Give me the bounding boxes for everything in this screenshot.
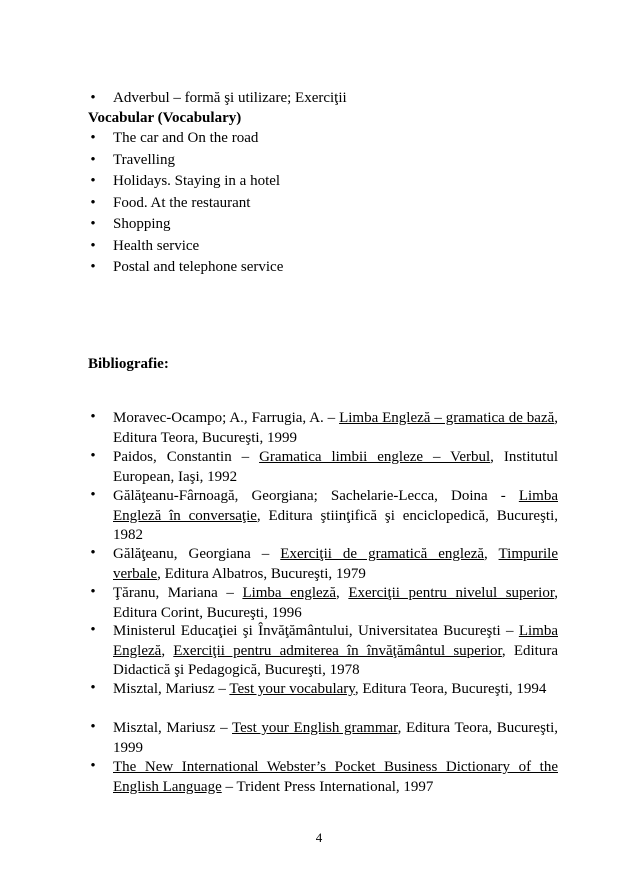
- bibliography-text: Moravec-Ocampo; A., Farrugia, A. –: [113, 410, 340, 426]
- bibliography-entry: [88, 622, 558, 681]
- bullet-icon: •: [90, 238, 96, 254]
- bibliography-title-text: Test your English grammar: [232, 720, 398, 736]
- bibliography-heading: Bibliografie:: [88, 356, 169, 372]
- bibliography-text: Misztal, Mariusz –: [113, 720, 233, 736]
- bibliography-text: Paidos, Constantin –: [113, 449, 260, 465]
- bibliography-text: ,: [335, 585, 349, 601]
- bibliography-text: Ministerul Educaţiei şi Învăţământului, Universitatea Bucureşti –: [113, 623, 519, 639]
- bibliography-entry-text: [113, 719, 558, 758]
- list-item-text: Travelling: [113, 152, 175, 168]
- bullet-icon: •: [90, 195, 96, 211]
- page-number: 4: [315, 830, 323, 845]
- list-item-text: The car and On the road: [113, 130, 259, 146]
- bibliography-text: Gălăţeanu, Georgiana –: [113, 546, 281, 562]
- bibliography-entry-text: [113, 409, 558, 448]
- bibliography-entry: [88, 409, 558, 448]
- list-item-text: Food. At the restaurant: [113, 195, 251, 211]
- bibliography-entry-text: [113, 487, 558, 546]
- bibliography-entry-text: [113, 680, 558, 700]
- bibliography-entry: [88, 584, 558, 623]
- bibliography-title-text: Gramatica limbii engleze – Verbul: [259, 449, 491, 465]
- bibliography-text: , Editura Teora, Bucureşti, 1999: [113, 410, 559, 446]
- bibliography-text: , Editura Teora, Bucureşti, 1994: [354, 681, 547, 697]
- bullet-icon: •: [90, 487, 96, 503]
- bibliography-text: Ţăranu, Mariana –: [113, 585, 243, 601]
- list-item-text: Shopping: [113, 216, 171, 232]
- bullet-icon: •: [90, 719, 96, 735]
- bullet-icon: •: [90, 216, 96, 232]
- bibliography-text: , Editura Teora, Bucureşti, 1999: [113, 720, 558, 756]
- bibliography-title-text: Exerciţii pentru nivelul superior: [348, 585, 555, 601]
- bullet-icon: •: [90, 584, 96, 600]
- bibliography-title-text: Limba Engleză: [113, 623, 558, 659]
- bibliography-entry-text: [113, 622, 558, 681]
- bullet-icon: •: [90, 90, 96, 106]
- bibliography-entry: [88, 680, 558, 700]
- list-item-text: Health service: [113, 238, 200, 254]
- bibliography-text: Gălăţeanu-Fârnoagă, Georgiana; Sachelarie-Lecca, Doina -: [113, 488, 519, 504]
- bibliography-title-text: Limba Engleză – gramatica de bază: [339, 410, 555, 426]
- list-item-text: Postal and telephone service: [113, 259, 284, 275]
- list-item-text: Holidays. Staying in a hotel: [113, 173, 281, 189]
- bibliography-title-text: Exerciţii de gramatică engleză: [280, 546, 485, 562]
- bibliography-text: , Institutul European, Iaşi, 1992: [113, 449, 558, 485]
- bibliography-entry: [88, 487, 558, 546]
- bullet-icon: •: [90, 409, 96, 425]
- bibliography-entry: [88, 448, 558, 487]
- bibliography-title-text: Timpurile verbale: [113, 546, 559, 582]
- bibliography-text: ,: [484, 546, 499, 562]
- bullet-icon: •: [90, 259, 96, 275]
- bullet-icon: •: [90, 448, 96, 464]
- bibliography-entry: [88, 758, 558, 797]
- bibliography-entry: [88, 545, 558, 584]
- list-item-text: Adverbul – formă şi utilizare; Exerciţii: [113, 90, 347, 106]
- bibliography-entry-text: [113, 758, 558, 797]
- bibliography-entry-text: [113, 448, 558, 487]
- bibliography-title-text: Limba Engleză în conversaţie: [113, 488, 558, 524]
- bibliography-entry-text: [113, 545, 558, 584]
- bibliography-text: Misztal, Mariusz –: [113, 681, 230, 697]
- bibliography-text: ,: [161, 642, 174, 659]
- bibliography-text: , Editura Didactică şi Pedagogică, Bucureşti, 1978: [113, 642, 559, 678]
- bullet-icon: •: [90, 622, 96, 638]
- vocabulary-heading: Vocabular (Vocabulary): [88, 110, 242, 126]
- bibliography-text: , Editura Albatros, Bucureşti, 1979: [157, 565, 366, 582]
- bullet-icon: •: [90, 173, 96, 189]
- bibliography-title-text: Test your vocabulary: [229, 681, 355, 697]
- bullet-icon: •: [90, 152, 96, 168]
- bullet-icon: •: [90, 130, 96, 146]
- bibliography-entry: [88, 719, 558, 758]
- bibliography-text: – Trident Press International, 1997: [221, 778, 434, 795]
- bibliography-title-text: The New International Webster’s Pocket Business Dictionary of the English Language: [113, 759, 558, 795]
- bullet-icon: •: [90, 545, 96, 561]
- bibliography-title-text: Limba engleză: [242, 585, 336, 601]
- bibliography-entry-text: [113, 584, 558, 623]
- bibliography-text: , Editura ştiinţifică şi enciclopedică, Bucureşti, 1982: [113, 507, 558, 543]
- bibliography-text: , Editura Corint, Bucureşti, 1996: [113, 585, 558, 621]
- bullet-icon: •: [90, 758, 96, 774]
- bibliography-title-text: Exerciţii pentru admiterea în învăţământul superior: [173, 642, 502, 659]
- bullet-icon: •: [90, 680, 96, 696]
